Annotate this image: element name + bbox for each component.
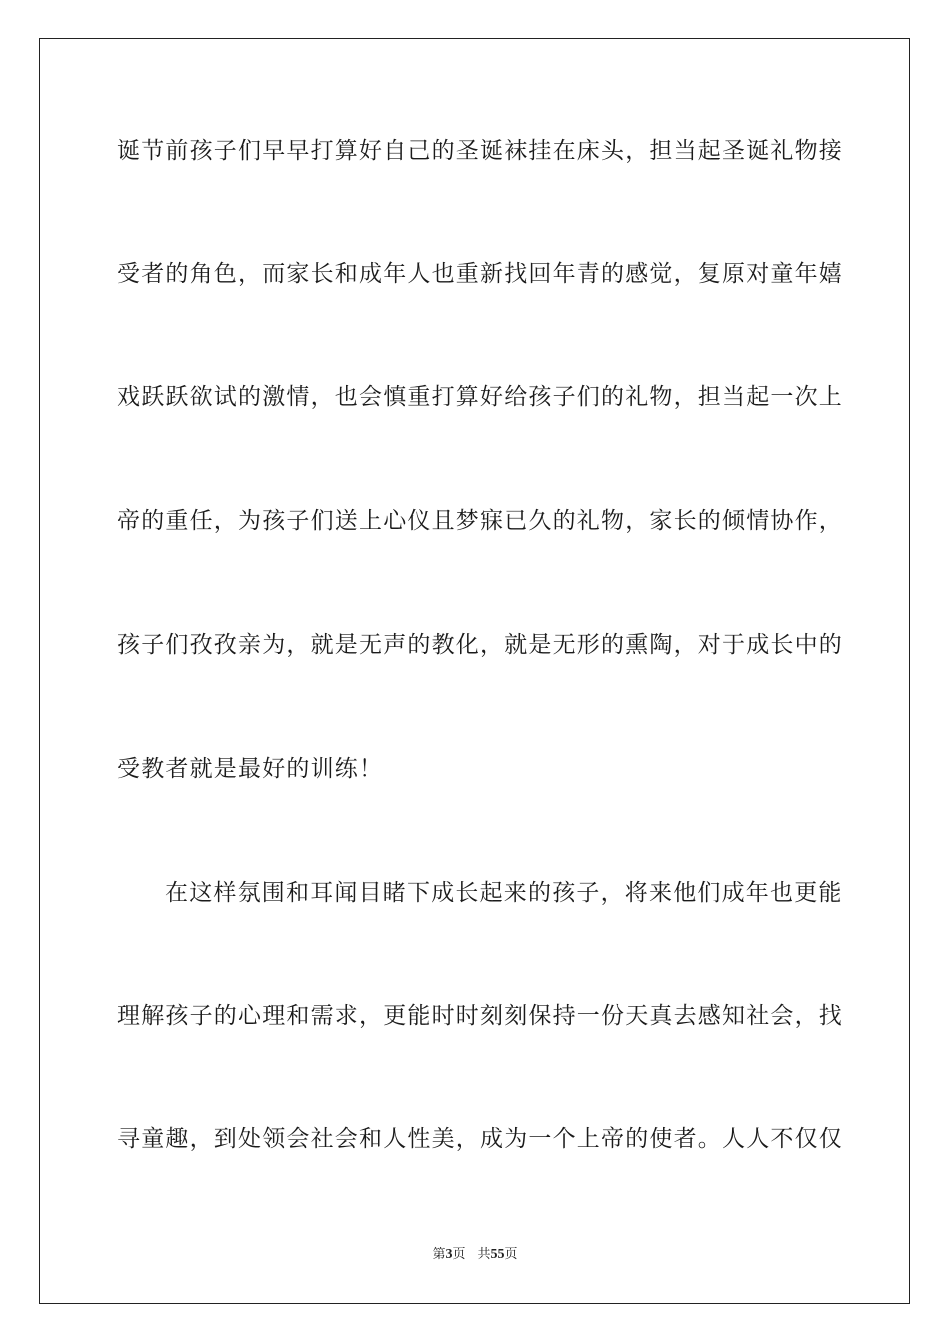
body-text-line: 孩子们孜孜亲为，就是无声的教化，就是无形的熏陶，对于成长中的 xyxy=(117,632,843,658)
page-suffix: 页 xyxy=(452,1247,466,1262)
body-text-line: 诞节前孩子们早早打算好自己的圣诞袜挂在床头，担当起圣诞礼物接 xyxy=(117,138,843,164)
paragraph-first-line: 在这样氛围和耳闻目睹下成长起来的孩子，将来他们成年也更能 xyxy=(165,880,843,906)
body-text-line: 寻童趣，到处领会社会和人性美，成为一个上帝的使者。人人不仅仅 xyxy=(117,1126,843,1152)
body-text-line: 戏跃跃欲试的激情，也会慎重打算好给孩子们的礼物，担当起一次上 xyxy=(117,384,843,410)
total-suffix: 页 xyxy=(504,1247,518,1262)
body-text-line: 受者的角色，而家长和成年人也重新找回年青的感觉，复原对童年嬉 xyxy=(117,261,843,287)
body-text-line: 帝的重任，为孩子们送上心仪且梦寐已久的礼物，家长的倾情协作， xyxy=(117,508,843,534)
page-number: 3 xyxy=(445,1247,453,1262)
body-text-line: 理解孩子的心理和需求，更能时时刻刻保持一份天真去感知社会，找 xyxy=(117,1003,843,1029)
total-pages: 55 xyxy=(490,1247,505,1262)
body-text-line: 受教者就是最好的训练！ xyxy=(117,756,384,782)
page-footer xyxy=(0,1246,950,1264)
page-prefix: 第 xyxy=(432,1247,446,1262)
total-prefix: 共 xyxy=(477,1247,491,1262)
page-border xyxy=(39,38,910,1304)
